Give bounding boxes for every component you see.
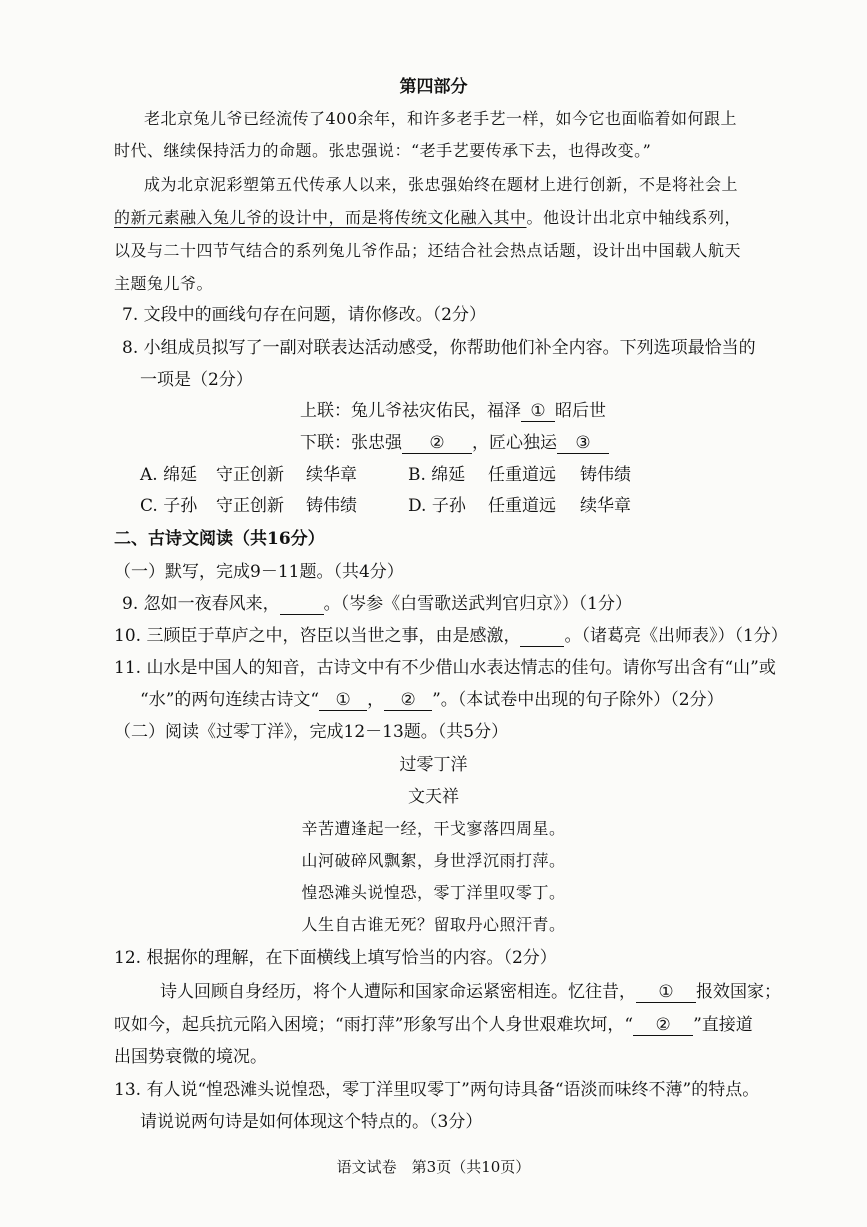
question-12-line4: 出国势衰微的境况。 — [114, 1047, 267, 1067]
option-c-word3: 铸伟绩 — [306, 496, 357, 516]
question-12-line3: 叹如今，起兵抗元陷入困境；“雨打萍”形象写出个人身世艰难坎坷，“ ② ”直接道 — [114, 1015, 753, 1035]
option-c-label: C. 子孙 — [140, 496, 198, 516]
couplet-lower: 下联：张忠强 ② ，匠心独运 ③ — [300, 432, 609, 454]
part4-para1-line2: 时代、继续保持活力的命题。张忠强说：“老手艺要传承下去，也得改变。” — [114, 141, 652, 160]
question-13-line2: 请说说两句诗是如何体现这个特点的。（3分） — [140, 1112, 483, 1132]
page-footer: 语文试卷 第3页（共10页） — [336, 1158, 531, 1176]
option-d-label: D. 子孙 — [408, 496, 466, 516]
option-d-word2: 任重道远 — [488, 496, 556, 516]
part4-title: 第四部分 — [399, 77, 468, 97]
q12-blank-2: ② — [633, 1015, 693, 1036]
option-a-word2: 守正创新 — [216, 465, 284, 485]
question-11-line1: 11. 山水是中国人的知音，古诗文中有不少借山水表达情志的佳句。请你写出含有“山”或 — [114, 658, 776, 678]
couplet-upper: 上联：兔儿爷祛灾佑民，福泽 ① 昭后世 — [300, 401, 606, 421]
poem-line-3: 惶恐滩头说惶恐，零丁洋里叹零丁。 — [301, 883, 566, 902]
option-a-label: A. 绵延 — [140, 465, 198, 485]
q9-blank — [280, 594, 324, 615]
question-8-line2: 一项是（2分） — [140, 370, 253, 390]
couplet-blank-2: ② — [402, 433, 472, 454]
option-c-word2: 守正创新 — [216, 496, 284, 516]
question-11-line2: “水”的两句连续古诗文“ ① ， ② ”。（本试卷中出现的句子除外）（2分） — [140, 690, 724, 710]
option-b-word3: 铸伟绩 — [580, 465, 631, 485]
option-b-word2: 任重道远 — [488, 465, 556, 485]
poem-line-2: 山河破碎风飘絮，身世浮沉雨打萍。 — [301, 851, 566, 870]
subsection-1-heading: （一）默写，完成9－11题。（共4分） — [114, 562, 404, 582]
part4-para1-line1: 老北京兔儿爷已经流传了400余年，和许多老手艺一样，如今它也面临着如何跟上 — [144, 109, 738, 128]
poem-line-1: 辛苦遭逢起一经，干戈寥落四周星。 — [301, 819, 566, 838]
option-b-label: B. 绵延 — [408, 465, 466, 485]
question-7: 7. 文段中的画线句存在问题，请你修改。（2分） — [122, 305, 486, 325]
part4-para2-line1: 成为北京泥彩塑第五代传承人以来，张忠强始终在题材上进行创新，不是将社会上 — [144, 175, 739, 194]
question-9: 9. 忽如一夜春风来， 。（岑参《白雪歌送武判官归京》）（1分） — [122, 594, 632, 614]
poem-line-4: 人生自古谁无死？留取丹心照汗青。 — [301, 915, 566, 934]
couplet-blank-1: ① — [521, 401, 555, 422]
option-a-word3: 续华章 — [306, 465, 357, 485]
q11-blank-1: ① — [319, 690, 367, 711]
part4-para2-line2: 的新元素融入兔儿爷的设计中，而是将传统文化融入其中。他设计出北京中轴线系列， — [114, 208, 742, 227]
option-d-word3: 续华章 — [580, 496, 631, 516]
part4-para2-line3: 以及与二十四节气结合的系列兔儿爷作品；还结合社会热点话题，设计出中国载人航天 — [114, 241, 742, 260]
part4-para2-line4: 主题兔儿爷。 — [114, 274, 214, 293]
question-12-line2: 诗人回顾自身经历，将个人遭际和国家命运紧密相连。忆往昔， ① 报效国家； — [160, 982, 781, 1002]
q11-blank-2: ② — [384, 690, 432, 711]
subsection-2-heading: （二）阅读《过零丁洋》，完成12－13题。（共5分） — [114, 722, 509, 742]
question-13-line1: 13. 有人说“惶恐滩头说惶恐，零丁洋里叹零丁”两句诗具备“语淡而味终不薄”的特点。 — [114, 1080, 760, 1100]
question-8-line1: 8. 小组成员拟写了一副对联表达活动感受，你帮助他们补全内容。下列选项最恰当的 — [122, 338, 756, 358]
question-10: 10. 三顾臣于草庐之中，咨臣以当世之事，由是感激， 。（诸葛亮《出师表》）（1分） — [114, 626, 788, 646]
poem-author: 文天祥 — [408, 787, 459, 807]
question-12-line1: 12. 根据你的理解，在下面横线上填写恰当的内容。（2分） — [114, 948, 557, 968]
underlined-sentence: 的新元素融入兔儿爷的设计中，而是将传统文化融入其中 — [114, 208, 527, 227]
couplet-blank-3: ③ — [557, 433, 609, 454]
q12-blank-1: ① — [636, 982, 696, 1003]
section-2-heading: 二、古诗文阅读（共16分） — [114, 529, 325, 549]
poem-title: 过零丁洋 — [399, 755, 468, 775]
q10-blank — [520, 626, 564, 647]
